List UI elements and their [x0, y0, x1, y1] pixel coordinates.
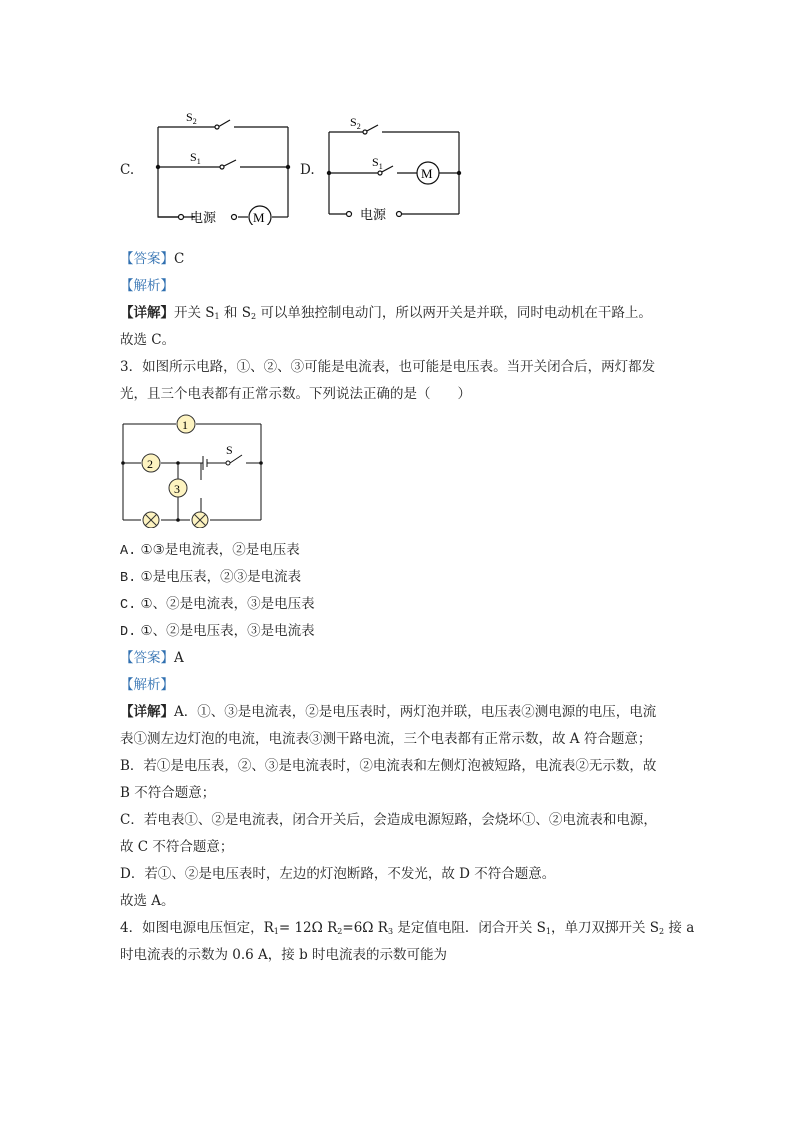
circuit-diagram-c	[150, 105, 295, 225]
q4-stem-line-1: 4．如图电源电压恒定，$R_1= 12\Omega$ $R_2=6\Omega$ $R_3$ 是定值电阻．闭合开关 $S_1$，单刀双掷开关 $S_2$ 接 a	[120, 920, 695, 936]
lamp-right-icon	[192, 512, 208, 528]
analysis-tag: 【解析】	[120, 278, 174, 294]
q3-detail-line-4: B 不符合题意；	[120, 785, 216, 801]
q3-analysis-heading: 【解析】	[120, 677, 174, 693]
q3-detail-line-3: B．若①是电压表，②、③是电流表时，②电流表和左侧灯泡被短路，电流表②无示数，故	[120, 758, 657, 774]
q3-stem-line-2: 光，且三个电表都有正常示数。下列说法正确的是（ ）	[120, 386, 471, 402]
detail-tag: 【详解】	[120, 704, 174, 720]
q4-stem-line-2: 时电流表的示数为 0.6 A，接 b 时电流表的示数可能为	[120, 947, 448, 963]
detail-tag: 【详解】	[120, 305, 174, 321]
q2-analysis-heading	[120, 276, 174, 296]
q3-detail-line-5: C．若电表①、②是电流表，闭合开关后，会造成电源短路，会烧坏①、②电流表和电源，	[120, 812, 657, 828]
circuit-diagram-q3	[118, 410, 268, 528]
q3-option-d: D. ①、②是电压表，③是电流表	[120, 623, 315, 640]
answer-tag: 【答案】	[120, 650, 174, 666]
circuit-diagram-d	[320, 110, 470, 225]
power-source-label: 电源	[360, 207, 387, 222]
q3-detail-line-2: 表①测左边灯泡的电流，电流表③测干路电流，三个电表都有正常示数，故 A 符合题意；	[120, 731, 652, 747]
switch-s2-label: $S_2$	[186, 110, 197, 126]
meter-2	[142, 454, 160, 472]
q3-stem-line-1: 3．如图所示电路，①、②、③可能是电流表，也可能是电压表。当开关闭合后，两灯都发	[120, 359, 656, 375]
meter-1	[177, 415, 195, 433]
motor-icon: M	[421, 166, 433, 181]
q3-conclusion: 故选 A。	[120, 893, 175, 909]
q2-conclusion: 故选 C。	[120, 332, 176, 348]
q3-detail-line-6: 故 C 不符合题意；	[120, 839, 234, 855]
lamp-left-icon	[143, 512, 159, 528]
switch-s1-label: $S_1$	[372, 155, 383, 171]
switch-s1-label: $S_1$	[190, 150, 201, 166]
motor-icon: M	[253, 210, 265, 225]
power-source-label: 电源	[190, 210, 217, 225]
q3-answer	[120, 648, 184, 668]
q3-detail-line-1: 【详解】A．①、③是电流表，②是电压表时，两灯泡并联，电压表②测电源的电压，电流	[120, 704, 657, 720]
option-c-label: C.	[120, 162, 135, 178]
q3-option-a: A. ①③是电流表，②是电压表	[120, 542, 300, 559]
svg-text:2: 2	[147, 457, 153, 471]
svg-text:1: 1	[182, 418, 188, 432]
q2-detail: 【详解】开关 $S_1$ 和 $S_2$ 可以单独控制电动门，所以两开关是并联，同时电动机在干路上。	[120, 305, 652, 321]
q3-detail-line-7: D．若①、②是电压表时，左边的灯泡断路，不发光，故 D 不符合题意。	[120, 866, 556, 882]
answer-tag: 【答案】	[120, 251, 174, 267]
q3-option-c: C. ①、②是电流表，③是电压表	[120, 596, 315, 613]
switch-s2-label: $S_2$	[350, 115, 361, 131]
answer-value: A	[174, 650, 184, 666]
q2-answer	[120, 249, 184, 269]
switch-s-label: S	[226, 443, 233, 457]
answer-value: C	[174, 251, 185, 267]
option-d-label: D.	[300, 162, 315, 178]
svg-text:3: 3	[174, 482, 180, 496]
q3-option-b: B. ①是电压表，②③是电流表	[120, 569, 302, 586]
meter-3	[169, 463, 187, 520]
